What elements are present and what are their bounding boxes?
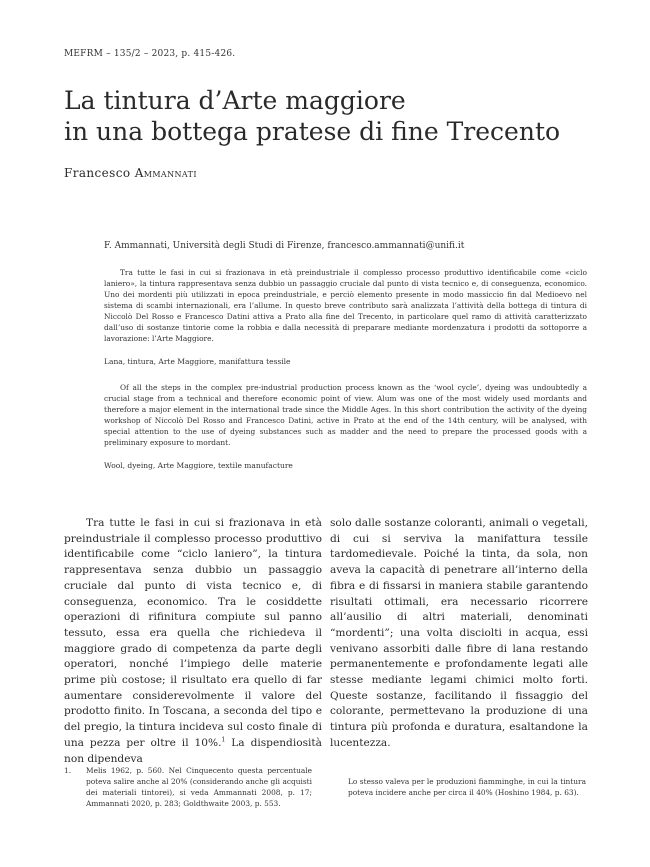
article-title bbox=[64, 85, 624, 147]
author-first-name: Francesco bbox=[64, 166, 135, 180]
footnote-number: 1. bbox=[64, 766, 72, 775]
title-line-1: La tintura d’Arte maggiore bbox=[64, 86, 406, 115]
abstract-english: Of all the steps in the complex pre-industrial production process known as the ‘wool cycle’, dyeing was undoubtedly a crucial stage from a technical and therefore economic point of view. Alum was one of the most widely used mordants and therefore a major element in the international trade since the Middle Ages. In this short contribution the activity of the dyeing workshop of Niccolò Del Rosso and Francesco Datini, active in Prato at the end of the 14th century, will be analysed, with special attention to the use of dyeing substances such as madder and the need to prepare the processed goods with a preliminary exposure to mordant. bbox=[104, 383, 587, 447]
abstract-italian: Tra tutte le fasi in cui si frazionava in età preindustriale il complesso processo produttivo identificabile come «ciclo laniero», la tintura rappresentava senza dubbio un passaggio cruciale dal punto di vista tecnico e, di conseguenza, economico. Uno dei mordenti più utilizzati in epoca preindustriale, e perciò elemento presente in modo massiccio fin dal Medioevo nel sistema di scambi internazionali, era l’allume. In questo breve contributo sarà analizzata l’attività della bottega di tintura di Niccolò Del Rosso e Francesco Datini attiva a Prato alla fine del Trecento, in particolare quel ramo di attività caratterizzato dall’uso di sostanze tintorie come la robbia e dalla necessità di preparare mediante mordenzatura i prodotti da sottoporre a lavorazione: l’Arte Maggiore. bbox=[104, 268, 587, 343]
footnote-1-text: Melis 1962, p. 560. Nel Cinquecento questa percentuale poteva salire anche al 20% (considerando anche gli acquisti dei materiali tintorei), si veda Ammannati 2008, p. 17; Ammannati 2020, p. 283; Goldthwaite 2003, p. 553. bbox=[86, 766, 312, 808]
body-column-right: solo dalle sostanze coloranti, animali o vegetali, di cui si serviva la manifattura tessile tardomedievale. Poiché la tinta, da sola, non aveva la capacità di penetrare all’interno della fibra e di fissarsi in maniera stabile garantendo risultati ottimali, era necessario ricorrere all’ausilio di altri materiali, denominati “mordenti”; una volta disciolti in acqua, essi venivano assorbiti dalle fibre di lana restando permanentemente e profondamente legati alle stesse mediante legami chimici molto forti. Queste sostanze, facilitando il fissaggio del colorante, permettevano la produzione di una tintura più profonda e duratura, esaltandone la lucentezza. bbox=[330, 517, 588, 749]
body-left-text: Tra tutte le fasi in cui si frazionava in età preindustriale il complesso processo produttivo identificabile come “ciclo laniero”, la tintura rappresentava senza dubbio un passaggio cruciale dal punto di vista tecnico e, di conseguenza, economico. Tra le cosiddette operazioni di rifinitura compiute sul panno tessuto, essa era quella che richiedeva il maggiore grado di competenza da parte degli operatori, nonché l’impiego delle materie prime più costose; il risultato era quello di far aumentare considerevolmente il valore del prodotto finito. In Toscana, a seconda del tipo e del pregio, la tintura incideva sul costo finale di una pezza per oltre il 10%. bbox=[64, 517, 322, 749]
footnote-1-continued: Lo stesso valeva per le produzioni fiamminghe, in cui la tintura poteva incidere anche per circa il 40% (Hoshino 1984, p. 63). bbox=[348, 777, 586, 797]
keywords-italian: Lana, tintura, Arte Maggiore, manifattura tessile bbox=[104, 357, 291, 366]
body-column-left bbox=[64, 516, 322, 767]
keywords-english: Wool, dyeing, Arte Maggiore, textile manufacture bbox=[104, 461, 293, 470]
running-head: MEFRM – 135/2 – 2023, p. 415-426. bbox=[64, 49, 236, 59]
author-affiliation: F. Ammannati, Università degli Studi di Firenze, francesco.ammannati@unifi.it bbox=[104, 241, 465, 251]
footnote-1 bbox=[64, 765, 312, 809]
author-name bbox=[64, 166, 197, 180]
author-last-name: Ammannati bbox=[134, 166, 197, 180]
footnote-ref-1[interactable]: 1 bbox=[221, 736, 226, 744]
body-left-text-end: La dispendiosità non dipendeva bbox=[64, 736, 322, 765]
title-line-2: in una bottega pratese di fine Trecento bbox=[64, 117, 561, 146]
